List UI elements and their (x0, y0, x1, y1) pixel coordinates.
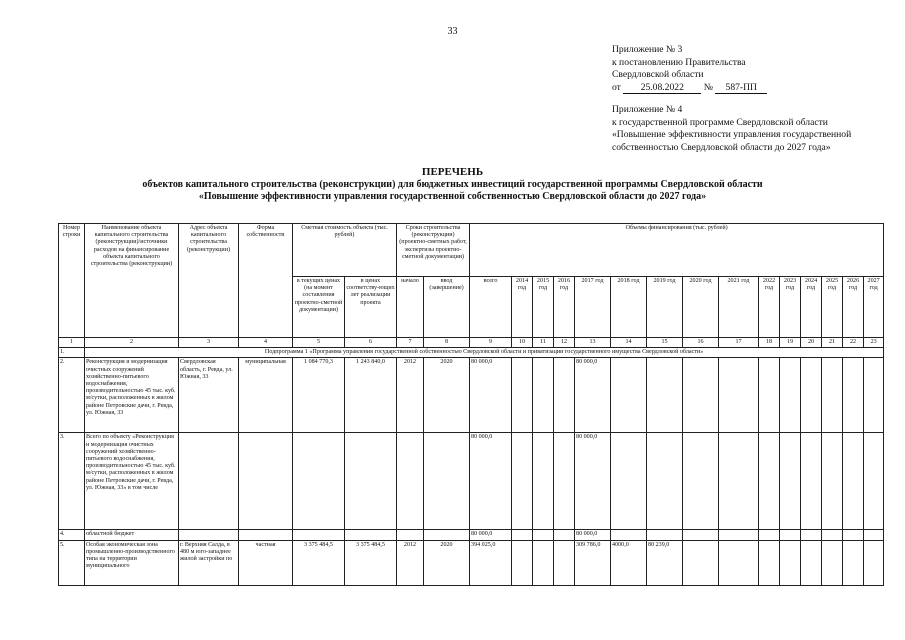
appendix-3-block (612, 44, 767, 94)
cost-forecast-prices: 3 375 484,5 (345, 540, 397, 585)
cost-forecast-prices (345, 433, 397, 530)
cost-current-prices (293, 433, 345, 530)
header-2022: 2022 год (759, 277, 780, 338)
header-2014: 2014 год (512, 277, 533, 338)
header-2016: 2016 год (554, 277, 575, 338)
funding-2023 (780, 358, 801, 433)
funding-2021 (719, 358, 759, 433)
funding-2023 (780, 433, 801, 530)
column-number: 15 (647, 338, 683, 348)
funding-2014 (512, 433, 533, 530)
table-row (59, 540, 884, 585)
cost-current-prices (293, 530, 345, 540)
header-start: начало (397, 277, 424, 338)
funding-2017: 309 786,0 (575, 540, 611, 585)
resolution-date: 25.08.2022 (623, 83, 701, 94)
funding-2027 (864, 433, 884, 530)
header-2015: 2015 год (533, 277, 554, 338)
funding-total: 80 000,0 (470, 530, 512, 540)
cost-current-prices: 3 375 484,5 (293, 540, 345, 585)
funding-2026 (843, 358, 864, 433)
column-number: 19 (780, 338, 801, 348)
funding-2016 (554, 433, 575, 530)
appendix-4-title: Приложение № 4 (612, 104, 683, 115)
funding-2027 (864, 540, 884, 585)
cost-forecast-prices: 1 243 840,0 (345, 358, 397, 433)
funding-2018 (611, 433, 647, 530)
header-current-prices: в текущих ценах (на момент составления проектно-сметной документации) (293, 277, 345, 338)
ownership-form: муниципальная (239, 358, 293, 433)
funding-2022 (759, 358, 780, 433)
column-number: 9 (470, 338, 512, 348)
header-2019: 2019 год (647, 277, 683, 338)
funding-2025 (822, 530, 843, 540)
column-number: 1 (59, 338, 85, 348)
column-number: 17 (719, 338, 759, 348)
funding-2023 (780, 530, 801, 540)
appendix-4-line2: к государственной программе Свердловской области (612, 116, 828, 128)
header-2018: 2018 год (611, 277, 647, 338)
object-address: Свердловская область, г. Ревда, ул. Южная, 33 (179, 358, 239, 433)
header-funding: Объемы финансирования (тыс. рублей) (470, 224, 884, 277)
date-prefix: от (612, 81, 621, 93)
header-2017: 2017 год (575, 277, 611, 338)
funding-2027 (864, 358, 884, 433)
header-construction-terms: Сроки строительства (реконструкции) (проектно-сметных работ, экспертизы проектно-сметной документации) (397, 224, 470, 277)
funding-2015 (533, 433, 554, 530)
column-number: 3 (179, 338, 239, 348)
funding-2021 (719, 530, 759, 540)
object-address (179, 433, 239, 530)
appendix-3-line2: к постановлению Правительства (612, 56, 746, 68)
table-row (59, 530, 884, 540)
appendix-3-date-line (612, 82, 767, 95)
funding-2026 (843, 530, 864, 540)
object-address (179, 530, 239, 540)
funding-2022 (759, 433, 780, 530)
funding-2017: 80 000,0 (575, 358, 611, 433)
funding-2014 (512, 358, 533, 433)
start-year: 2012 (397, 540, 424, 585)
row-number: 4. (59, 530, 85, 540)
funding-2014 (512, 530, 533, 540)
completion-year: 2020 (424, 540, 470, 585)
completion-year: 2020 (424, 358, 470, 433)
funding-2018 (611, 530, 647, 540)
table-row (59, 433, 884, 530)
column-number: 11 (533, 338, 554, 348)
column-number: 10 (512, 338, 533, 348)
column-number: 8 (424, 338, 470, 348)
completion-year (424, 433, 470, 530)
subprogram-row-number: 1. (59, 348, 85, 358)
funding-2020 (683, 433, 719, 530)
header-ownership: Форма собственности (239, 224, 293, 338)
funding-2026 (843, 540, 864, 585)
start-year: 2012 (397, 358, 424, 433)
funding-2024 (801, 433, 822, 530)
appendix-4-block (612, 104, 851, 154)
number-prefix: № (703, 81, 713, 93)
funding-2025 (822, 433, 843, 530)
appendix-3-title: Приложение № 3 (612, 44, 683, 55)
funding-2015 (533, 540, 554, 585)
column-number: 16 (683, 338, 719, 348)
cost-forecast-prices (345, 530, 397, 540)
funding-2024 (801, 530, 822, 540)
funding-2016 (554, 540, 575, 585)
title-line-1: ПЕРЕЧЕНЬ (421, 166, 484, 178)
funding-2025 (822, 540, 843, 585)
document-title (0, 166, 905, 204)
header-2025: 2025 год (822, 277, 843, 338)
funding-total: 80 000,0 (470, 433, 512, 530)
cost-current-prices: 1 084 770,3 (293, 358, 345, 433)
header-row-number: Номер строки (59, 224, 85, 338)
funding-2021 (719, 540, 759, 585)
header-object-name: Наименование объекта капитального строительства (реконструкции)/источники расходов на финансирование объекта капитального строительства (реконструкции) (85, 224, 179, 338)
row-number: 2. (59, 358, 85, 433)
column-number: 6 (345, 338, 397, 348)
funding-2018: 4000,0 (611, 540, 647, 585)
funding-2017: 80 000,0 (575, 530, 611, 540)
funding-2026 (843, 433, 864, 530)
header-2021: 2021 год (719, 277, 759, 338)
row-number: 5. (59, 540, 85, 585)
object-name: Всего по объекту «Реконструкция и модернизация очистных сооружений хозяйственно-питьевого водоснабжения, производительностью 45 тыс. куб. м/сутки, расположенных в жилом районе Петровские дачи, г. Ревда, ул. Южная, 33» в том числе (85, 433, 179, 530)
funding-2020 (683, 540, 719, 585)
funding-2019 (647, 530, 683, 540)
subprogram-title: Подпрограмма 1 «Программа управления государственной собственностью Свердловской области и приватизации государственного имущества Свердловской области» (85, 348, 884, 358)
header-2024: 2024 год (801, 277, 822, 338)
funding-2015 (533, 358, 554, 433)
subprogram-row (59, 348, 884, 358)
object-name: областной бюджет (85, 530, 179, 540)
funding-2016 (554, 530, 575, 540)
column-number: 12 (554, 338, 575, 348)
object-name: Особая экономическая зона промышленно-производственного типа на территории муниципального (85, 540, 179, 585)
header-estimated-cost: Сметная стоимость объекта (тыс. рублей) (293, 224, 397, 277)
funding-total: 80 000,0 (470, 358, 512, 433)
funding-2020 (683, 530, 719, 540)
funding-total: 394 025,0 (470, 540, 512, 585)
funding-2016 (554, 358, 575, 433)
completion-year (424, 530, 470, 540)
funding-2023 (780, 540, 801, 585)
title-line-2: объектов капитального строительства (реконструкции) для бюджетных инвестиций государственной программы Свердловской области (142, 178, 763, 190)
start-year (397, 433, 424, 530)
column-number: 4 (239, 338, 293, 348)
ownership-form (239, 530, 293, 540)
object-address: г. Верхняя Салда, в 480 м юго-западнее жилой застройки по (179, 540, 239, 585)
objects-table (58, 223, 884, 586)
column-number: 23 (864, 338, 884, 348)
header-completion: ввод (завершение) (424, 277, 470, 338)
funding-2025 (822, 358, 843, 433)
funding-2018 (611, 358, 647, 433)
ownership-form (239, 433, 293, 530)
column-number: 5 (293, 338, 345, 348)
header-2020: 2020 год (683, 277, 719, 338)
title-line-3: «Повышение эффективности управления государственной собственностью Свердловской области до 2027 года» (198, 191, 707, 202)
funding-2017: 80 000,0 (575, 433, 611, 530)
funding-2022 (759, 530, 780, 540)
header-2023: 2023 год (780, 277, 801, 338)
funding-2015 (533, 530, 554, 540)
appendix-4-line4: собственностью Свердловской области до 2027 года» (612, 141, 831, 153)
column-number: 14 (611, 338, 647, 348)
header-total: всего (470, 277, 512, 338)
funding-2019 (647, 358, 683, 433)
column-number: 22 (843, 338, 864, 348)
funding-2027 (864, 530, 884, 540)
column-number: 2 (85, 338, 179, 348)
funding-2024 (801, 358, 822, 433)
header-forecast-prices: в ценах соответству-ющих лет реализации проекта (345, 277, 397, 338)
object-name: Реконструкция и модернизация очистных сооружений хозяйственно-питьевого водоснабжения, производительностью 45 тыс. куб. м/сутки, расположенных в жилом районе Петровские дачи, г. Ревда, ул. Южная, 33 (85, 358, 179, 433)
funding-2019: 80 239,0 (647, 540, 683, 585)
column-number: 13 (575, 338, 611, 348)
column-numbers-row (59, 338, 884, 348)
funding-2019 (647, 433, 683, 530)
appendix-3-line3: Свердловской области (612, 69, 704, 80)
funding-2014 (512, 540, 533, 585)
resolution-number: 587-ПП (715, 83, 767, 94)
funding-2020 (683, 358, 719, 433)
header-address: Адрес объекта капитального строительства (реконструкции) (179, 224, 239, 338)
header-2027: 2027 год (864, 277, 884, 338)
appendix-4-line3: «Повышение эффективности управления государственной (612, 129, 852, 140)
column-number: 21 (822, 338, 843, 348)
column-number: 18 (759, 338, 780, 348)
funding-2021 (719, 433, 759, 530)
funding-2024 (801, 540, 822, 585)
column-number: 7 (397, 338, 424, 348)
funding-2022 (759, 540, 780, 585)
ownership-form: частная (239, 540, 293, 585)
column-number: 20 (801, 338, 822, 348)
table-row (59, 358, 884, 433)
header-2026: 2026 год (843, 277, 864, 338)
row-number: 3. (59, 433, 85, 530)
start-year (397, 530, 424, 540)
page-number: 33 (447, 26, 458, 37)
